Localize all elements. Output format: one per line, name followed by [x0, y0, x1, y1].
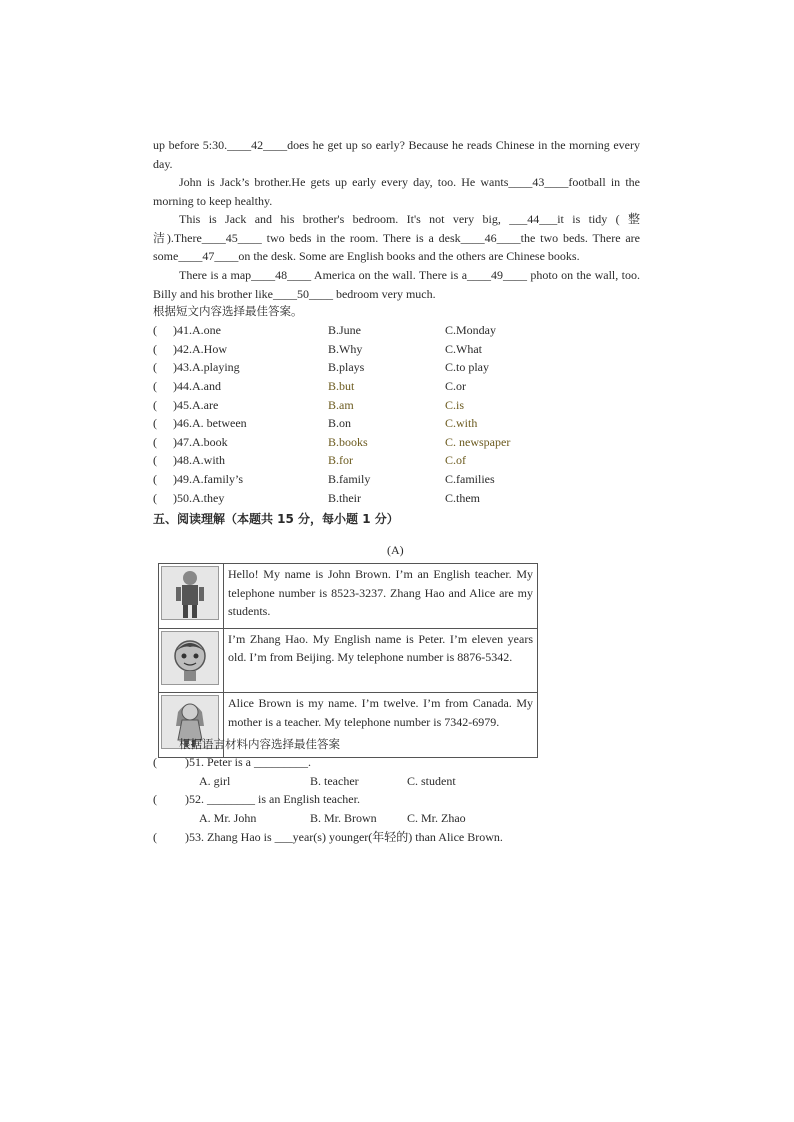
section-heading-reading: 五、阅读理解（本题共 15 分，每小题 1 分）: [153, 512, 399, 526]
option-a: )44.A.and: [173, 379, 221, 393]
answer-paren: (: [153, 379, 157, 393]
answer-paren: (: [153, 472, 157, 486]
answer-paren: (: [153, 755, 157, 769]
option-b: B.books: [328, 435, 368, 449]
answer-paren: (: [153, 830, 157, 844]
question-stem: )52. ________ is an English teacher.: [185, 792, 360, 806]
option-c: C.is: [445, 398, 465, 412]
option-a: )50.A.they: [173, 491, 225, 505]
option-b: B.am: [328, 398, 354, 412]
passage-paragraph-3: This is Jack and his brother's bedroom. It's not very big, ___44___it is tidy ( 整洁).There____45____ two beds in the room. There is a desk____46____the two beds. There are some____47____on the desk. Some are English books and the others are Chinese books.: [153, 212, 640, 264]
option-b: B.family: [328, 472, 371, 486]
option-a: )45.A.are: [173, 398, 219, 412]
option-c: C.to play: [445, 360, 489, 374]
option-a: A. girl: [199, 774, 231, 788]
option-b: B.their: [328, 491, 361, 505]
option-b: B.Why: [328, 342, 363, 356]
card-text: Alice Brown is my name. I’m twelve. I’m from Canada. My mother is a teacher. My telephone number is 7342-6979.: [224, 693, 538, 758]
option-a: )42.A.How: [173, 342, 227, 356]
option-a: )46.A. between: [173, 416, 247, 430]
option-b: B. teacher: [310, 774, 359, 788]
instruction-choose-best-answer: 根据短文内容选择最佳答案。: [153, 304, 303, 318]
option-b: B.on: [328, 416, 352, 430]
man-picture-icon: [161, 566, 219, 620]
option-c: C. newspaper: [445, 435, 511, 449]
card-text: I’m Zhang Hao. My English name is Peter. I’m eleven years old. I’m from Beijing. My telephone number is 8876-5342.: [224, 628, 538, 693]
option-a: A. Mr. John: [199, 811, 257, 825]
option-c: C.them: [445, 491, 480, 505]
option-b: B.June: [328, 323, 361, 337]
option-b: B.plays: [328, 360, 365, 374]
instruction-choose-answer: 根据语言材料内容选择最佳答案: [179, 737, 340, 751]
question-stem: )51. Peter is a _________.: [185, 755, 311, 769]
option-c: C.Monday: [445, 323, 496, 337]
option-c: C.of: [445, 453, 466, 467]
answer-paren: (: [153, 342, 157, 356]
option-b: B.for: [328, 453, 353, 467]
option-a: )47.A.book: [173, 435, 228, 449]
subsection-label: (A): [387, 543, 404, 557]
answer-paren: (: [153, 491, 157, 505]
answer-paren: (: [153, 360, 157, 374]
option-c: C.What: [445, 342, 482, 356]
answer-paren: (: [153, 435, 157, 449]
answer-paren: (: [153, 416, 157, 430]
option-c: C.families: [445, 472, 495, 486]
boy-picture-icon: [161, 631, 219, 685]
option-c: C. Mr. Zhao: [407, 811, 466, 825]
option-c: C.or: [445, 379, 466, 393]
option-c: C.with: [445, 416, 478, 430]
passage-paragraph-4: There is a map____48____ America on the wall. There is a____49____ photo on the wall, too. Billy and his brother like____50____ bedroom very much.: [153, 268, 640, 301]
answer-paren: (: [153, 792, 157, 806]
question-stem: )53. Zhang Hao is ___year(s) younger(年轻的) than Alice Brown.: [185, 830, 503, 844]
option-a: )49.A.family’s: [173, 472, 243, 486]
option-a: )43.A.playing: [173, 360, 240, 374]
answer-paren: (: [153, 398, 157, 412]
picture-cell: [159, 564, 224, 629]
card-text: Hello! My name is John Brown. I’m an English teacher. My telephone number is 8523-3237. Zhang Hao and Alice are my students.: [224, 564, 538, 629]
student-info-table: [158, 563, 538, 758]
option-b: B.but: [328, 379, 355, 393]
table-row: [159, 628, 538, 693]
option-a: )48.A.with: [173, 453, 225, 467]
option-b: B. Mr. Brown: [310, 811, 377, 825]
option-c: C. student: [407, 774, 456, 788]
picture-cell: [159, 628, 224, 693]
passage-paragraph-2: John is Jack’s brother.He gets up early every day, too. He wants____43____football in the morning to keep healthy.: [153, 175, 640, 208]
answer-paren: (: [153, 323, 157, 337]
passage-paragraph-1: up before 5:30.____42____does he get up so early? Because he reads Chinese in the morning every day.: [153, 138, 640, 171]
option-a: )41.A.one: [173, 323, 221, 337]
answer-paren: (: [153, 453, 157, 467]
table-row: [159, 564, 538, 629]
